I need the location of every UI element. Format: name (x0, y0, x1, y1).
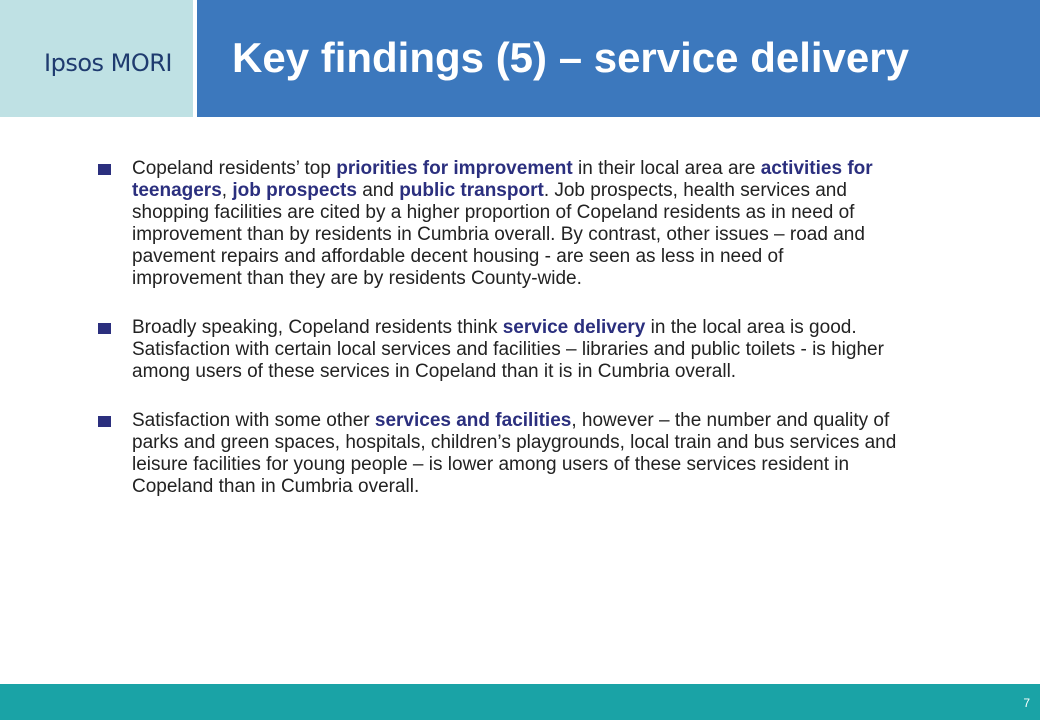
text-run: Broadly speaking, Copeland residents think (132, 317, 503, 338)
ipsos-mori-logo: Ipsos MORI (44, 49, 172, 77)
page-title: Key findings (5) – service delivery (232, 34, 909, 81)
page-number: 7 (1023, 696, 1030, 710)
bold-phrase: job prospects (232, 180, 357, 201)
bold-phrase: services and facilities (374, 410, 572, 431)
text-run: Copeland residents’ top (132, 158, 337, 179)
text-run: . Job prospects, health services and shopping facilities are cited by a higher proportion of Copeland residents as in need of improvement than by residents in Cumbria overall. By contrast, other issues – road and pavement repairs and affordable decent housing - are seen as less in need of improvement than they are by residents County-wide. (132, 180, 865, 289)
bold-phrase: service delivery (502, 317, 646, 338)
bold-phrase: public transport (399, 180, 544, 201)
footer-bar (0, 684, 1040, 720)
finding-priorities (98, 158, 898, 290)
logo-panel (0, 0, 193, 117)
bullet-square-icon (98, 416, 111, 427)
bullet-square-icon (98, 323, 111, 334)
text-run: , however – the number and quality of parks and green spaces, hospitals, children’s playgrounds, local train and bus services and leisure facilities for young people – is lower among users of these services resident in Copeland than in Cumbria overall. (132, 410, 897, 497)
text-run: in their local area are (572, 158, 761, 179)
title-bar (197, 0, 1040, 117)
bullet-square-icon (98, 164, 111, 175)
bold-phrase: activities for teenagers (132, 158, 873, 201)
text-run: in the local area is good. Satisfaction with certain local services and facilities – libraries and public toilets - is higher among users of these services in Copeland than it is in Cumbria overall. (132, 317, 884, 382)
finding-services-facilities (98, 410, 898, 498)
findings-list (98, 158, 898, 525)
text-run: Satisfaction with some other (132, 410, 375, 431)
bold-phrase: priorities for improvement (336, 158, 573, 179)
finding-service-delivery (98, 317, 898, 383)
text-run: and (356, 180, 400, 201)
text-run: , (221, 180, 233, 201)
